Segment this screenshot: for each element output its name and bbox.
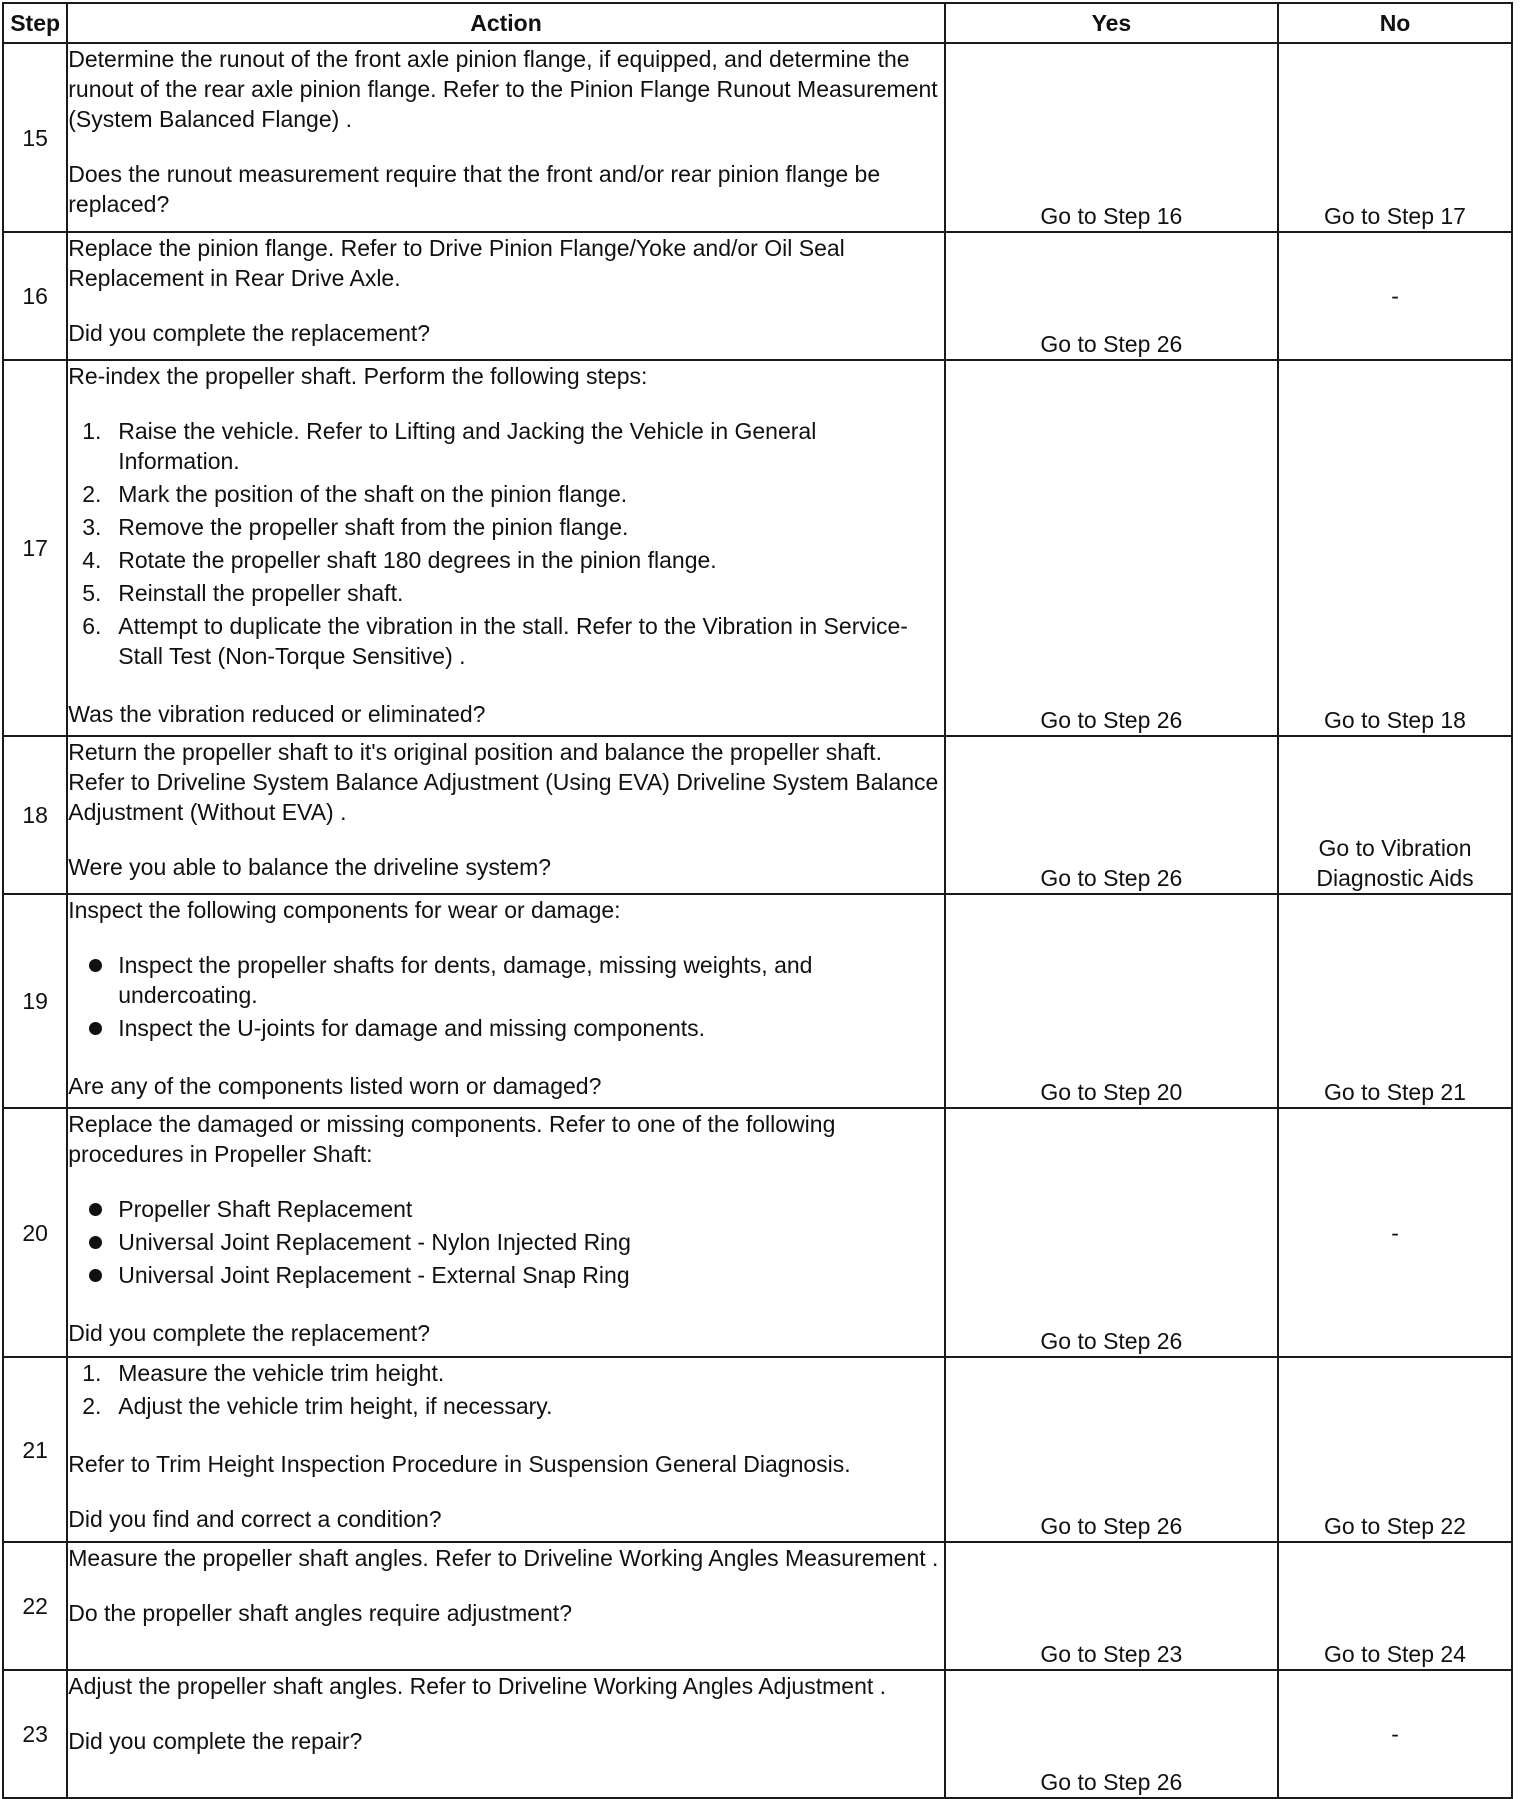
list-item-text: Reinstall the propeller shaft. <box>118 580 404 606</box>
table-row <box>3 1357 1512 1542</box>
header-yes: Yes <box>945 3 1278 43</box>
yes-cell: Go to Step 26 <box>945 1357 1278 1542</box>
step-number: 19 <box>3 894 67 1108</box>
action-text: Adjust the propeller shaft angles. Refer to Driveline Working Angles Adjustment . <box>68 1673 887 1699</box>
no-cell: - <box>1278 1670 1512 1798</box>
list-number: 3. <box>82 514 102 540</box>
action-cell <box>67 43 944 232</box>
step-number: 15 <box>3 43 67 232</box>
step-number: 23 <box>3 1670 67 1798</box>
action-text: Return the propeller shaft to it's original position and balance the propeller shaft. Refer to Driveline System Balance Adjustment (Using EVA) Driveline System Balance Adjustment (Without EVA) . <box>68 739 939 825</box>
list-number: 4. <box>82 547 102 573</box>
list-item <box>68 416 943 476</box>
question-text: Are any of the components listed worn or damaged? <box>68 1073 602 1099</box>
action-cell <box>67 894 944 1108</box>
list-item-text: Propeller Shaft Replacement <box>118 1196 413 1222</box>
header-no: No <box>1278 3 1512 43</box>
bullet-icon <box>89 1022 102 1035</box>
yes-cell: Go to Step 20 <box>945 894 1278 1108</box>
list-item-text: Universal Joint Replacement - External Snap Ring <box>118 1262 630 1288</box>
list-number: 2. <box>82 1393 102 1419</box>
list-item-text: Adjust the vehicle trim height, if necessary. <box>118 1393 553 1419</box>
action-cell <box>67 736 944 894</box>
list-item-text: Measure the vehicle trim height. <box>118 1360 445 1386</box>
list-item <box>68 479 943 509</box>
yes-cell: Go to Step 26 <box>945 1108 1278 1357</box>
header-step: Step <box>3 3 67 43</box>
question-text: Did you complete the replacement? <box>68 1320 431 1346</box>
bullet-icon <box>89 1236 102 1249</box>
action-text: Determine the runout of the front axle pinion flange, if equipped, and determine the runout of the rear axle pinion flange. Refer to the Pinion Flange Runout Measurement (System Balanced Flange) . <box>68 46 938 132</box>
yes-cell: Go to Step 26 <box>945 360 1278 736</box>
list-item-text: Universal Joint Replacement - Nylon Injected Ring <box>118 1229 631 1255</box>
list-item-text: Mark the position of the shaft on the pinion flange. <box>118 481 628 507</box>
action-cell <box>67 360 944 736</box>
bullet-icon <box>89 1269 102 1282</box>
action-text: Replace the damaged or missing components. Refer to one of the following procedures in Propeller Shaft: <box>68 1111 836 1167</box>
bullet-icon <box>89 959 102 972</box>
question-text: Did you complete the repair? <box>68 1728 363 1754</box>
diagnostic-table <box>2 2 1513 1799</box>
list-item-text: Inspect the propeller shafts for dents, damage, missing weights, and undercoating. <box>118 952 813 1008</box>
bullet-icon <box>89 1203 102 1216</box>
list-item <box>68 512 943 542</box>
list-item <box>68 1260 943 1290</box>
step-number: 18 <box>3 736 67 894</box>
step-number: 21 <box>3 1357 67 1542</box>
list-item <box>68 950 943 1010</box>
list-item-text: Attempt to duplicate the vibration in the stall. Refer to the Vibration in Service-Stall Test (Non-Torque Sensitive) . <box>118 613 908 669</box>
list-number: 1. <box>82 418 102 444</box>
table-row <box>3 736 1512 894</box>
no-cell: - <box>1278 232 1512 360</box>
no-cell: Go to Step 24 <box>1278 1542 1512 1670</box>
yes-cell: Go to Step 26 <box>945 736 1278 894</box>
question-text: Were you able to balance the driveline system? <box>68 854 552 880</box>
list-item <box>68 1013 943 1043</box>
list-item <box>68 1391 943 1421</box>
list-number: 1. <box>82 1360 102 1386</box>
list-item <box>68 545 943 575</box>
no-cell: Go to Vibration Diagnostic Aids <box>1278 736 1512 894</box>
action-text: Re-index the propeller shaft. Perform the following steps: <box>68 363 648 389</box>
action-cell <box>67 1542 944 1670</box>
no-cell: Go to Step 21 <box>1278 894 1512 1108</box>
yes-cell: Go to Step 16 <box>945 43 1278 232</box>
question-text: Do the propeller shaft angles require adjustment? <box>68 1600 572 1626</box>
step-number: 16 <box>3 232 67 360</box>
header-action: Action <box>67 3 944 43</box>
table-header-row <box>3 3 1512 43</box>
table-row <box>3 1108 1512 1357</box>
table-row <box>3 1670 1512 1798</box>
no-cell: Go to Step 18 <box>1278 360 1512 736</box>
question-text: Was the vibration reduced or eliminated? <box>68 701 486 727</box>
action-text: Measure the propeller shaft angles. Refer to Driveline Working Angles Measurement . <box>68 1545 939 1571</box>
list-item <box>68 611 943 671</box>
no-cell: Go to Step 22 <box>1278 1357 1512 1542</box>
yes-cell: Go to Step 26 <box>945 232 1278 360</box>
bullet-list <box>68 950 943 1043</box>
yes-cell: Go to Step 26 <box>945 1670 1278 1798</box>
list-item-text: Remove the propeller shaft from the pinion flange. <box>118 514 629 540</box>
question-text: Did you complete the replacement? <box>68 320 431 346</box>
list-item <box>68 1194 943 1224</box>
list-number: 2. <box>82 481 102 507</box>
list-item <box>68 1227 943 1257</box>
table-row <box>3 232 1512 360</box>
no-cell: - <box>1278 1108 1512 1357</box>
note-text: Refer to Trim Height Inspection Procedure in Suspension General Diagnosis. <box>68 1451 851 1477</box>
yes-cell: Go to Step 23 <box>945 1542 1278 1670</box>
action-text: Replace the pinion flange. Refer to Drive Pinion Flange/Yoke and/or Oil Seal Replacement in Rear Drive Axle. <box>68 235 845 291</box>
action-cell <box>67 1108 944 1357</box>
procedure-list <box>68 416 943 671</box>
no-cell: Go to Step 17 <box>1278 43 1512 232</box>
bullet-list <box>68 1194 943 1290</box>
list-item-text: Raise the vehicle. Refer to Lifting and Jacking the Vehicle in General Information. <box>118 418 817 474</box>
step-number: 20 <box>3 1108 67 1357</box>
list-item-text: Inspect the U-joints for damage and missing components. <box>118 1015 706 1041</box>
action-text: Inspect the following components for wear or damage: <box>68 897 621 923</box>
table-row <box>3 894 1512 1108</box>
list-number: 6. <box>82 613 102 639</box>
action-cell <box>67 1670 944 1798</box>
step-number: 17 <box>3 360 67 736</box>
list-number: 5. <box>82 580 102 606</box>
table-row <box>3 360 1512 736</box>
step-number: 22 <box>3 1542 67 1670</box>
action-cell <box>67 232 944 360</box>
list-item <box>68 1358 943 1388</box>
table-row <box>3 43 1512 232</box>
procedure-list <box>68 1358 943 1421</box>
question-text: Does the runout measurement require that the front and/or rear pinion flange be replaced? <box>68 161 881 217</box>
list-item <box>68 578 943 608</box>
question-text: Did you find and correct a condition? <box>68 1506 442 1532</box>
list-item-text: Rotate the propeller shaft 180 degrees in the pinion flange. <box>118 547 717 573</box>
action-cell <box>67 1357 944 1542</box>
table-row <box>3 1542 1512 1670</box>
